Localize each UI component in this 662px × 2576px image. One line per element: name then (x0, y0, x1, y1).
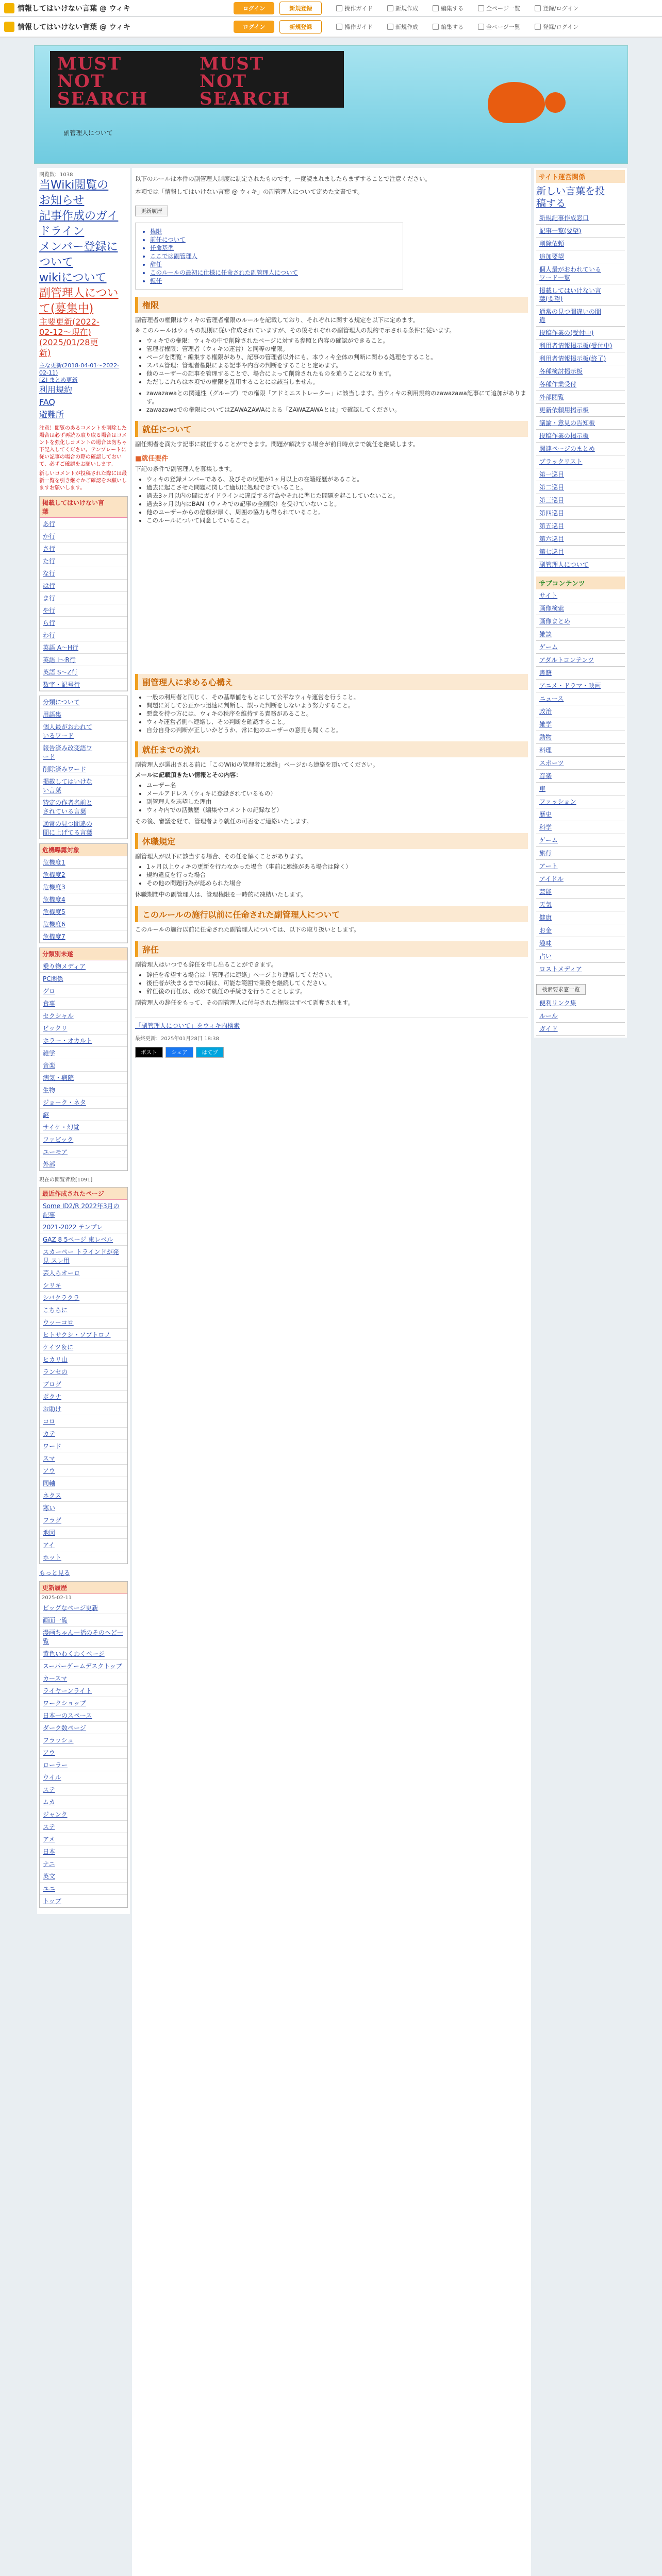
site-banner[interactable] (50, 51, 344, 108)
update-item[interactable]: 日本 (40, 1845, 127, 1858)
plus-icon (387, 5, 393, 11)
recent-page-item[interactable]: Some ID2/R 2022年3月の記事 (40, 1200, 127, 1221)
useful-link-item[interactable]: ルール (536, 1010, 625, 1023)
sidebar-featured-link[interactable]: 主要更新(2022- 02-12～現在) (39, 317, 100, 337)
update-item[interactable]: 漫画ちゃん一括のそのへど一覧 (40, 1626, 127, 1648)
kana-nav-item[interactable]: 英語 S〜Z行 (40, 666, 127, 679)
recent-page-item[interactable]: 寒い (40, 1502, 127, 1514)
list-item: • スパム管理：管理者権限による記事や内容の判断をすることと定めます。 (146, 361, 528, 369)
right-nav-item[interactable]: 関連ページのまとめ (536, 443, 625, 455)
list-item: • ウィキ内での活動歴（編集やコメントの記録など） (146, 806, 528, 814)
category-nav-item[interactable]: 個人最がおわれて いるワード (40, 721, 127, 742)
list-item: • ユーザー名 (146, 781, 528, 789)
genre-nav-item[interactable]: 乗り物メディア (40, 960, 127, 973)
all-pages-link-2[interactable]: 全ページ一覧 (478, 23, 520, 31)
kana-nav-item[interactable]: 数字・記号行 (40, 679, 127, 691)
sub-content-item[interactable]: 科学 (536, 821, 625, 834)
kana-nav-item[interactable]: ま行 (40, 592, 127, 604)
list-item: • 過去3ヶ月以内にBAN（ウィキでの記事の全削除）を受けていないこと。 (146, 500, 528, 508)
section-process: 就任までの流れ (135, 741, 528, 757)
sub-content-item[interactable]: 占い (536, 950, 625, 963)
recent-page-item[interactable]: スマ (40, 1452, 127, 1465)
right-nav-item[interactable]: 第六巡目 (536, 533, 625, 546)
left-sidebar (37, 168, 130, 1914)
recent-page-item[interactable]: ホット (40, 1551, 127, 1564)
list-item: • zawazawaでの権限についてはZAWAZAWAによる「ZAWAZAWAとは」で確認してください。 (146, 405, 528, 414)
danger-nav-item[interactable]: 危機度2 (40, 869, 127, 881)
useful-link-item[interactable]: ガイド (536, 1023, 625, 1036)
genre-nav-item[interactable]: PC関係 (40, 973, 127, 985)
sub-content-item[interactable]: 雑談 (536, 628, 625, 641)
kana-nav-item[interactable]: わ行 (40, 629, 127, 641)
danger-nav-item[interactable]: 危機度4 (40, 893, 127, 906)
kana-nav-item[interactable]: た行 (40, 555, 127, 567)
category-nav-item[interactable]: 特定の作者名前と されている言葉 (40, 796, 127, 818)
sub-content-item[interactable]: 音楽 (536, 770, 625, 783)
sub-content-item[interactable]: アダルトコンテンツ (536, 654, 625, 667)
update-item[interactable]: ローラー (40, 1759, 127, 1771)
category-nav-item[interactable]: 分類について (40, 696, 127, 708)
list-item: • このルールについて同意していること。 (146, 516, 528, 524)
fish-illustration (488, 82, 545, 123)
top-bar (0, 0, 662, 16)
list-item: • 管理者権限：管理者（ウィキの運営）と同等の権限。 (146, 345, 528, 353)
section-leave: 休職規定 (135, 833, 528, 849)
sidebar-featured-link[interactable]: 当Wiki閲覧の お知らせ (39, 179, 109, 207)
list-item: • 過去3ヶ月以内の間にガイドラインに違反する行為やそれに準じた問題を起こしていないこと。 (146, 492, 528, 500)
genre-nav-item[interactable]: ファビック (40, 1133, 127, 1146)
recent-page-item[interactable]: 2021-2022 テンプレ (40, 1221, 127, 1233)
sidebar-featured-link[interactable]: メンバー登録に ついて (39, 241, 118, 269)
share-button[interactable]: シェア (166, 1047, 193, 1058)
list-item: • 自分自身の判断が正しいかどうか、常に他のユーザーの意見も聞くこと。 (146, 726, 528, 734)
sticky-top-bar (0, 17, 662, 38)
hatebu-button[interactable]: はてブ (196, 1047, 224, 1058)
list-item: • 辞任を希望する場合は「管理者に連絡」ページより連絡してください。 (146, 971, 528, 979)
sub-content-heading: サブコンテンツ (536, 577, 625, 589)
recent-page-item[interactable]: スカーペー トラインドが発見 スレ用 (40, 1246, 127, 1267)
recent-page-item[interactable]: コロ (40, 1415, 127, 1428)
update-item[interactable]: ビッグなページ更新 (40, 1602, 127, 1614)
sub-content-item[interactable]: 天気 (536, 899, 625, 911)
table-of-contents (135, 223, 403, 290)
right-nav-item[interactable]: 追加要望 (536, 250, 625, 263)
update-item[interactable]: ナニ (40, 1858, 127, 1870)
right-nav-item[interactable]: 第五巡目 (536, 520, 625, 533)
genre-nav-item[interactable]: セクシャル (40, 1010, 127, 1022)
genre-nav-item[interactable]: 生物 (40, 1084, 127, 1096)
category-nav (39, 696, 128, 839)
recent-page-item[interactable]: ポクナ (40, 1391, 127, 1403)
list-item: • 他のユーザーからの信頼が厚く、周囲の協力も得られていること。 (146, 508, 528, 516)
recent-heading: 最近作成されたページ (40, 1188, 127, 1200)
category-nav-item[interactable]: 報告済み改変語ワ ード (40, 742, 127, 763)
signup-button[interactable]: 新規登録 (279, 2, 322, 15)
toc-item[interactable]: • 辞任 (150, 260, 398, 268)
recent-page-item[interactable]: ブログ (40, 1378, 127, 1391)
site-name: 情報してはいけない言葉 @ ウィキ (18, 4, 130, 13)
section-resign: 辞任 (135, 941, 528, 957)
toc-item[interactable]: • このルールの最初に仕様に任命された副管理人について (150, 268, 398, 277)
section-appointment: 就任について (135, 421, 528, 437)
sub-content-item[interactable]: 書籍 (536, 667, 625, 680)
right-nav-item[interactable]: 第一巡目 (536, 468, 625, 481)
update-item[interactable]: 日本一のスペース (40, 1709, 127, 1722)
danger-nav (39, 843, 128, 943)
login-link-2[interactable]: 登録/ログイン (535, 23, 578, 31)
list-item: • zawazawaとの関連性（グループ）での権限「アドミニストレーター」に該当します。当ウィキの利用規約のzawazawa記事にて追加があります。 (146, 389, 528, 405)
genre-nav (39, 947, 128, 1171)
sub-content-item[interactable]: ファッション (536, 795, 625, 808)
right-nav-item[interactable]: 記事一覧(要望) (536, 225, 625, 238)
list-item: • ウィキ運営者側へ連絡し、その判断を確認すること。 (146, 718, 528, 726)
guide-link[interactable]: 操作ガイド (336, 4, 373, 12)
fish-head-illustration (545, 92, 566, 113)
history-button[interactable]: 更新履歴 (135, 206, 168, 216)
sub-content-item[interactable]: 歴史 (536, 808, 625, 821)
edit-link[interactable]: 編集する (433, 4, 464, 12)
genre-nav-item[interactable]: ホラー・オカルト (40, 1035, 127, 1047)
sub-content-item[interactable]: アイドル (536, 873, 625, 886)
update-item[interactable]: 画面一覧 (40, 1614, 127, 1626)
notice-text-2: 新しいコメントが投稿された際には最新一覧を引き継ぐかご確認をお願いしますお願いします。 (39, 471, 127, 491)
right-nav-item[interactable]: 個人最がおわれている ワード一覧 (536, 263, 625, 284)
sub-content-item[interactable]: アート (536, 860, 625, 873)
section-mindset: 副管理人に求める心構え (135, 674, 528, 690)
list-item: • 問題に対して公正かつ迅速に判断し、誤った判断をしないよう努力すること。 (146, 701, 528, 709)
update-item[interactable]: ムカ (40, 1796, 127, 1808)
right-nav-item[interactable]: 投稿作業の掲示板 (536, 430, 625, 443)
list-item: • メールアドレス（ウィキに登録されているもの） (146, 789, 528, 798)
sub-content-item[interactable]: アニメ・ドラマ・映画 (536, 680, 625, 692)
right-nav-item[interactable]: 投稿作業の(受付中) (536, 327, 625, 340)
kana-nav-item[interactable]: や行 (40, 604, 127, 617)
all-pages-link[interactable]: 全ページ一覧 (478, 4, 520, 12)
right-nav-item[interactable]: 各種作業受付 (536, 378, 625, 391)
site-header (34, 45, 628, 164)
right-nav-item[interactable]: 第二巡目 (536, 481, 625, 494)
update-history (39, 1581, 128, 1908)
danger-nav-item[interactable]: 危機度1 (40, 856, 127, 869)
list-item: • ただしこれらは本項での権限を乱用することには該当しません。 (146, 378, 528, 386)
sidebar-featured-link[interactable]: (2025/01/28更 新) (39, 337, 98, 358)
kana-nav-item[interactable]: は行 (40, 580, 127, 592)
right-sidebar (534, 168, 627, 1038)
toc-item[interactable]: • 前任について (150, 235, 398, 244)
signup-button-2[interactable]: 新規登録 (279, 20, 322, 33)
sidebar-featured-link[interactable]: 副管理人につい て(募集中) (39, 287, 119, 315)
sub-content-item[interactable]: 芸能 (536, 886, 625, 899)
right-nav-item[interactable]: 利用者情報掲示板(受付中) (536, 340, 625, 352)
genre-nav-item[interactable]: 謎 (40, 1109, 127, 1121)
list-item: • 規約違反を行った場合 (146, 871, 528, 879)
danger-nav-item[interactable]: 危機度6 (40, 918, 127, 930)
post-button[interactable]: ポスト (135, 1047, 163, 1058)
new-page-link-2[interactable]: 新規作成 (387, 23, 418, 31)
recent-page-item[interactable]: ランセの (40, 1366, 127, 1378)
new-page-link[interactable]: 新規作成 (387, 4, 418, 12)
recent-page-item[interactable]: 地図 (40, 1527, 127, 1539)
recent-page-item[interactable]: ワード (40, 1440, 127, 1452)
kana-nav-item[interactable]: 英語 I〜R行 (40, 654, 127, 666)
sidebar-link[interactable]: 利用規約 (39, 385, 73, 395)
plus-icon (387, 24, 393, 30)
login-button-2[interactable]: ログイン (234, 21, 274, 33)
list-icon (478, 5, 484, 11)
list-item: • 1ヶ月以上ウィキの更新を行わなかった場合（事前に連絡がある場合は除く） (146, 862, 528, 871)
list-item: • 副管理人を志望した理由 (146, 798, 528, 806)
user-icon (535, 24, 541, 30)
recent-page-item[interactable]: こちらに (40, 1304, 127, 1316)
kana-nav (39, 496, 128, 691)
sub-content-item[interactable]: 旅行 (536, 847, 625, 860)
right-nav-item[interactable]: 議論・意見の告知板 (536, 417, 625, 430)
list-item: • 他のユーザーの記事を管理することで、場合によって削除されたものを追うことになります。 (146, 369, 528, 378)
update-item[interactable]: アウ (40, 1747, 127, 1759)
category-nav-item[interactable]: 削除済みワード (40, 763, 127, 775)
kana-nav-heading: 掲載してはいけない言 葉 (40, 497, 127, 518)
kana-nav-item[interactable]: さ行 (40, 543, 127, 555)
right-nav-item[interactable]: 第四巡目 (536, 507, 625, 520)
sidebar-featured-link[interactable]: 記事作成のガイ ドライン (39, 210, 119, 238)
banner-text-right: MUST NOT SEARCH (200, 54, 291, 109)
wiki-search-link[interactable]: 「副管理人について」をウィキ内検索 (135, 1022, 240, 1029)
section-prior: このルールの施行以前に任命された副管理人について (135, 906, 528, 922)
update-item[interactable]: ユニ (40, 1883, 127, 1895)
update-item[interactable]: ウイル (40, 1771, 127, 1784)
sub-content-item[interactable]: 健康 (536, 911, 625, 924)
update-item[interactable]: ライヤーンライト (40, 1685, 127, 1697)
sub-content-item[interactable]: サイト (536, 589, 625, 602)
right-nav-item[interactable]: 利用者情報掲示板(終了) (536, 352, 625, 365)
sidebar-link[interactable]: [Z] まとめ更新 (39, 377, 78, 383)
right-nav-item[interactable]: 通常の見つ間違いの間 違 (536, 306, 625, 327)
update-item[interactable]: 黄色いわくわくページ (40, 1648, 127, 1660)
sub-content-item[interactable]: ゲーム (536, 641, 625, 654)
genre-nav-item[interactable]: グロ (40, 985, 127, 997)
recent-page-item[interactable]: 同軸 (40, 1477, 127, 1489)
pencil-icon (433, 5, 439, 11)
recent-page-item[interactable]: ウッーコロ (40, 1316, 127, 1329)
danger-nav-item[interactable]: 危機度5 (40, 906, 127, 918)
sub-content-item[interactable]: 政治 (536, 705, 625, 718)
kana-nav-item[interactable]: な行 (40, 567, 127, 580)
intro-text: 以下のルールは本件の副管理人制度に制定されたものです。一度読まれましたらまずすることで注意ください。 (135, 175, 431, 182)
genre-nav-item[interactable]: ジョーク・ネタ (40, 1096, 127, 1109)
update-item[interactable]: アメ (40, 1833, 127, 1845)
sub-content-item[interactable]: 車 (536, 783, 625, 795)
update-item[interactable]: 英文 (40, 1870, 127, 1883)
sub-content-item[interactable]: 趣味 (536, 937, 625, 950)
guide-icon (336, 5, 342, 11)
page-title: 副管理人について (63, 129, 113, 137)
recent-page-item[interactable]: シリキ (40, 1279, 127, 1292)
right-nav-item[interactable]: 削除依頼 (536, 238, 625, 250)
right-nav-item[interactable]: 外部閲覧 (536, 391, 625, 404)
genre-nav-item[interactable]: ビックリ (40, 1022, 127, 1035)
sub-content-item[interactable]: ニュース (536, 692, 625, 705)
sub-content-item[interactable]: 動物 (536, 731, 625, 744)
genre-heading: 分類別未遂 (40, 948, 127, 960)
last-updated: 最終更新：2025年01月28日 18:38 (135, 1036, 219, 1042)
sidebar-featured-link[interactable]: wikiについて (39, 272, 107, 284)
recent-page-item[interactable]: GAZ 8 5ページ 東レベル (40, 1233, 127, 1246)
recent-page-item[interactable]: アイ (40, 1539, 127, 1551)
recent-page-item[interactable]: ネクス (40, 1489, 127, 1502)
update-item[interactable]: ステ (40, 1784, 127, 1796)
right-nav-item[interactable]: 更新依頼用掲示板 (536, 404, 625, 417)
recent-page-item[interactable]: カテ (40, 1428, 127, 1440)
danger-heading: 危機曝露対象 (40, 844, 127, 856)
toc-item[interactable]: • 任命基準 (150, 244, 398, 252)
viewer-count: 現在の閲覧者数[1091] (39, 1177, 93, 1183)
toc-item[interactable]: • ここでは副管理人 (150, 252, 398, 260)
sub-content-item[interactable]: スポーツ (536, 757, 625, 770)
visit-count: 閲覧数：1038 (39, 172, 73, 178)
user-icon (535, 5, 541, 11)
list-item: • ページを閲覧・編集する権限があり、記事の管理者以外にも、本ウィキ全体の判断に関わる処理をすること。 (146, 353, 528, 361)
update-item[interactable]: スーパーゲームデスクトップ (40, 1660, 127, 1672)
genre-nav-item[interactable]: 食事 (40, 997, 127, 1010)
banner-text-left: MUST NOT SEARCH (57, 54, 148, 109)
recent-page-item[interactable]: フラグ (40, 1514, 127, 1527)
category-nav-item[interactable]: 通常の見つ間違の 間に上げてる言葉 (40, 818, 127, 839)
right-nav-item[interactable]: 第三巡目 (536, 494, 625, 507)
site-logo[interactable] (4, 3, 130, 13)
recent-pages (39, 1187, 128, 1564)
sidebar-link[interactable]: 避難所 (39, 410, 64, 419)
toc-item[interactable]: • 転任 (150, 277, 398, 285)
list-item: • その他の問題行為が認められた場合 (146, 879, 528, 887)
sidebar-link[interactable]: 主な更新(2018-04-01～2022-02-11) (39, 362, 120, 376)
danger-nav-item[interactable]: 危機度7 (40, 930, 127, 943)
update-date: 2025-02-11 (42, 1595, 72, 1601)
guide-link-2[interactable]: 操作ガイド (336, 23, 373, 31)
update-item[interactable]: ワークショップ (40, 1697, 127, 1709)
right-nav-item[interactable]: 掲載してはいけない言 葉(要望) (536, 284, 625, 306)
list-item: • 悪意を持つ方には、ウィキの秩序を維持する責務があること。 (146, 709, 528, 718)
sub-content-item[interactable]: 雑学 (536, 718, 625, 731)
sub-content-item[interactable]: 料理 (536, 744, 625, 757)
kana-nav-item[interactable]: ら行 (40, 617, 127, 629)
useful-link-item[interactable]: 便利リンク集 (536, 997, 625, 1010)
intro-text-2: 本項では「情報してはいけない言葉 @ ウィキ」の副管理人について定めた文書です。 (135, 188, 363, 195)
toc-item[interactable]: • 権限 (150, 227, 398, 235)
list-item: • 辞任後の再任は、改めて就任の手続きを行うこととします。 (146, 987, 528, 995)
genre-nav-item[interactable]: 音楽 (40, 1059, 127, 1072)
notice-text: 注意！閲覧のあるコメントを削除した場合は必ず再読み取り取る場合はコメントを強化しコメントの場合は勿ちゃ下記入してください。テンプレートに従い記事の場合の際の確認しておいて、必ずご確認をお願いします。 (39, 426, 127, 467)
sub-content-item[interactable]: ロストメディア (536, 963, 625, 976)
update-item[interactable]: カースマ (40, 1672, 127, 1685)
danger-nav-item[interactable]: 危機度3 (40, 881, 127, 893)
right-nav-item[interactable]: 新規記事作成窓口 (536, 212, 625, 225)
guide-icon (336, 24, 342, 30)
update-item[interactable]: フラッシュ (40, 1734, 127, 1747)
kana-nav-item[interactable]: 英語 A〜H行 (40, 641, 127, 654)
list-item: • 後任者が決まるまでの間は、可能な範囲で業務を継続してください。 (146, 979, 528, 987)
genre-nav-item[interactable]: サイケ・幻覚 (40, 1121, 127, 1133)
login-link[interactable]: 登録/ログイン (535, 4, 578, 12)
update-heading: 更新履歴 (40, 1582, 127, 1594)
right-nav-item[interactable]: 各種検討掲示板 (536, 365, 625, 378)
sub-content-item[interactable]: ゲーム (536, 834, 625, 847)
right-heading: サイト運営関係 (536, 170, 625, 183)
list-icon (478, 24, 484, 30)
genre-nav-item[interactable]: ユーモア (40, 1146, 127, 1158)
list-item: • ウィキの登録メンバーである、及びその状態が1ヶ月以上の在籍経歴があること。 (146, 475, 528, 483)
list-item: • ウィキでの権限：ウィキの中で削除されたページに対する参照と内容の確認ができること。 (146, 336, 528, 345)
main-content: 以下のルールは本件の副管理人制度に制定されたものです。一度読まれましたらまずすることで注意ください。 本項では「情報してはいけない言葉 @ ウィキ」の副管理人について定めた文書です。 更新履歴 • 権限 • 前任について • 任命基準 • ここでは副管理人 • 辞任 • このルールの最初に仕様に任命された副管理人について • 転任 権限 副管理者の権限はウィキの管理者権限のルールを記載しており、それぞれに関する規定を以下に定めます。 ※ このルールはウィキの規則に従い作成されていますが、その後それぞれの副管理人の規約で示される条件に従います。 • ウィキでの権限：ウィキの中で削除されたページに対する参照と内容の確認ができること。 • 管理者権限：管理者（ウィキの運営）と同等の権限。 • ページを閲覧・編集する権限があり、記事の管理者以外にも、本ウィキ全体の判断に関わる処理をすること。 • スパム管理：管理者権限による記事や内容の判断をすることと定めます。 • 他のユーザーの記事を管理することで、場合によって削除されたものを追うことになります。 • ただしこれらは本項での権限を乱用することには該当しません。 • zawazawaとの関連性（グループ）での権限「アドミニストレーター」に該当します。当ウィキの利用規約のzawazawa記事にて追加があります。 • zawazawaでの権限についてはZAWAZAWAによる「ZAWAZAWAとは」で確認してください。 就任について 副任期者を満たす記事に就任することができます。問題が解決する場合が前日時点まで就任を継続します。 ■就任要件 下記の条件で副管理人を募集します。 • ウィキの登録メンバーである、及びその状態が1ヶ月以上の在籍経歴があること。 • 過去に起こさせた問題に関して適切に処理できていること。 • 過去3ヶ月以内の間にガイドラインに違反する行為やそれに準じた問題を起こしていないこと。 • 過去3ヶ月以内にBAN（ウィキでの記事の全削除）を受けていないこと。 • 他のユーザーからの信頼が厚く、周囲の協力も得られていること。 • このルールについて同意していること。 副管理人に求める心構え • 一般の利用者と同じく、その基準値をもとにして公平なウィキ運営を行うこと。 • 問題に対して公正かつ迅速に判断し、誤った判断をしないよう努力すること。 • 悪意を持つ方には、ウィキの秩序を維持する責務があること。 • ウィキ運営者側へ連絡し、その判断を確認すること。 • 自分自身の判断が正しいかどうか、常に他のユーザーの意見も聞くこと。 就任までの流れ 副管理人が選出される前に「このWikiの管理者に連絡」ページから連絡を頂いてください。 メールに記載頂きたい情報とその内容： • ユーザー名 • メールアドレス（ウィキに登録されているもの） • 副管理人を志望した理由 • ウィキ内での活動歴（編集やコメントの記録など） その後、審議を経て、管理者より就任の可否をご連絡いたします。 休職規定 副管理人が以下に該当する場合、その任を解くことがあります。 • 1ヶ月以上ウィキの更新を行わなかった場合（事前に連絡がある場合は除く） • 規約違反を行った場合 • その他の問題行為が認められた場合 休職期間中の副管理人は、管理権限を一時的に凍結いたします。 このルールの施行以前に任命された副管理人について このルールの施行以前に任命された副管理人については、以下の取り扱いとします。 辞任 副管理人はいつでも辞任を申し出ることができます。 • 辞任を希望する場合は「管理者に連絡」ページより連絡してください。 • 後任者が決まるまでの間は、可能な範囲で業務を継続してください。 • 辞任後の再任は、改めて就任の手続きを行うこととします。 副管理人の辞任をもって、その副管理人に付与された権限はすべて剥奪されます。 「副管理人について」をウィキ内検索 最終更新：2025年01月28日 18:38 ポスト シェア はてブ (132, 168, 531, 2576)
update-item[interactable]: ダーク数ページ (40, 1722, 127, 1734)
category-nav-item[interactable]: 掲載してはいけな い言葉 (40, 775, 127, 796)
recent-page-item[interactable]: ケイツ＆に (40, 1341, 127, 1353)
post-new-word-link[interactable]: 新しい言葉を投 稿する (536, 185, 605, 209)
atwiki-logo-icon (4, 22, 14, 32)
recent-page-item[interactable]: お助け (40, 1403, 127, 1415)
pencil-icon (433, 24, 439, 30)
kana-nav-item[interactable]: か行 (40, 530, 127, 543)
site-logo-2[interactable]: 情報してはいけない言葉 @ ウィキ (4, 22, 130, 32)
recent-page-item[interactable]: アウ (40, 1465, 127, 1477)
sub-content-item[interactable]: 画像検索 (536, 602, 625, 615)
genre-nav-item[interactable]: 病気・病院 (40, 1072, 127, 1084)
list-item: • 一般の利用者と同じく、その基準値をもとにして公平なウィキ運営を行うこと。 (146, 693, 528, 701)
recent-page-item[interactable]: ヒカリ山 (40, 1353, 127, 1366)
update-item[interactable]: ステ (40, 1821, 127, 1833)
list-item: • 過去に起こさせた問題に関して適切に処理できていること。 (146, 483, 528, 492)
sub-content-item[interactable]: 画像まとめ (536, 615, 625, 628)
recent-page-item[interactable]: 芸人らオーロ (40, 1267, 127, 1279)
atwiki-logo-icon (4, 3, 14, 13)
right-nav-item[interactable]: ブラックリスト (536, 455, 625, 468)
login-button[interactable]: ログイン (234, 2, 274, 14)
section-authority: 権限 (135, 297, 528, 313)
right-nav-item[interactable]: 副管理人について (536, 558, 625, 571)
more-link[interactable]: もっと見る (39, 1569, 71, 1577)
update-item[interactable]: ジャンク (40, 1808, 127, 1821)
genre-nav-item[interactable]: 外部 (40, 1158, 127, 1171)
kana-nav-item[interactable]: あ行 (40, 518, 127, 530)
update-item[interactable]: トップ (40, 1895, 127, 1907)
sidebar-link[interactable]: FAQ (39, 397, 55, 407)
recent-page-item[interactable]: ヒトサクシ・ソプトロノ (40, 1329, 127, 1341)
recent-page-item[interactable]: シバクラクラ (40, 1292, 127, 1304)
genre-nav-item[interactable]: 雑学 (40, 1047, 127, 1059)
category-nav-item[interactable]: 用語集 (40, 708, 127, 721)
right-nav-item[interactable]: 第七巡目 (536, 546, 625, 558)
edit-link-2[interactable]: 編集する (433, 23, 464, 31)
sub-content-item[interactable]: お金 (536, 924, 625, 937)
search-request-button[interactable]: 検索要求窓一覧 (536, 984, 586, 995)
